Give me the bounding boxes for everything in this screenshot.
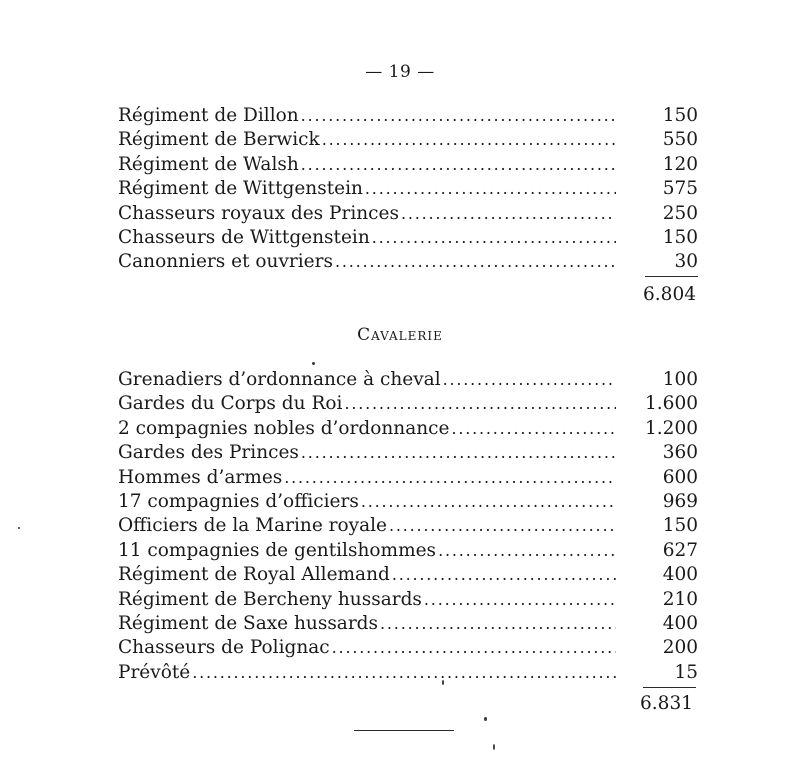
item-label: 17 compagnies d’officiers xyxy=(118,490,359,512)
item-value: 200 xyxy=(662,637,698,659)
item-value: 250 xyxy=(662,202,698,224)
item-value: 150 xyxy=(662,515,698,537)
item-value: 1.600 xyxy=(645,393,698,415)
item-value: 30 xyxy=(674,251,698,273)
ink-speck xyxy=(18,527,20,529)
item-label: Gardes du Corps du Roi xyxy=(118,393,343,415)
item-label: Chasseurs royaux des Princes xyxy=(118,202,399,224)
item-label: Officiers de la Marine royale xyxy=(118,515,387,537)
item-label: Régiment de Bercheny hussards xyxy=(118,588,422,610)
dot-leader xyxy=(301,441,616,465)
item-value: 100 xyxy=(662,369,698,390)
item-value: 360 xyxy=(662,442,698,464)
dot-leader xyxy=(284,466,616,490)
infantry-list xyxy=(118,104,698,275)
item-label: Prévôté xyxy=(118,661,191,683)
list-item xyxy=(118,202,698,226)
list-item xyxy=(118,636,698,660)
dot-leader xyxy=(301,153,616,177)
item-value: 120 xyxy=(662,153,698,175)
cavalry-list xyxy=(118,368,698,685)
item-label: Grenadiers d’ordonnance à cheval xyxy=(118,369,441,390)
ink-speck xyxy=(493,744,495,750)
cavalry-heading: Cavalerie xyxy=(357,325,443,345)
item-label: 11 compagnies de gentilshommes xyxy=(118,539,437,561)
dot-leader xyxy=(443,368,616,392)
infantry-total: 6.804 xyxy=(643,284,696,305)
item-label: Régiment de Saxe hussards xyxy=(118,612,379,634)
item-value: 400 xyxy=(662,564,698,586)
list-item xyxy=(118,104,698,128)
item-label: Régiment de Dillon xyxy=(118,105,299,126)
item-value: 210 xyxy=(662,588,698,610)
dot-leader xyxy=(438,539,616,563)
dot-leader xyxy=(192,661,616,685)
item-label: Régiment de Royal Allemand xyxy=(118,564,390,586)
item-label: Régiment de Wittgenstein xyxy=(118,178,363,200)
item-value: 15 xyxy=(674,661,698,683)
infantry-sum-rule xyxy=(645,276,698,277)
dot-leader xyxy=(392,563,616,587)
list-item xyxy=(118,153,698,177)
dot-leader xyxy=(401,202,616,226)
item-value: 150 xyxy=(662,226,698,248)
dot-leader xyxy=(332,636,616,660)
item-value: 1.200 xyxy=(645,417,698,439)
item-value: 627 xyxy=(662,539,698,561)
list-item xyxy=(118,466,698,490)
closing-rule xyxy=(354,730,454,731)
dot-leader xyxy=(372,226,616,250)
list-item xyxy=(118,490,698,514)
item-label: Hommes d’armes xyxy=(118,466,283,488)
list-item xyxy=(118,588,698,612)
dot-leader xyxy=(322,128,616,152)
list-item xyxy=(118,417,698,441)
item-label: Régiment de Berwick xyxy=(118,129,320,151)
list-item xyxy=(118,392,698,416)
list-item xyxy=(118,368,698,392)
dot-leader xyxy=(365,177,616,201)
item-value: 600 xyxy=(662,466,698,488)
item-value: 400 xyxy=(662,612,698,634)
list-item xyxy=(118,661,698,685)
dot-leader xyxy=(335,250,616,274)
page-number: — 19 — xyxy=(365,62,435,82)
item-label: 2 compagnies nobles d’ordonnance xyxy=(118,417,450,439)
dot-leader xyxy=(301,104,616,128)
item-label: Chasseurs de Polignac xyxy=(118,637,330,659)
dot-leader xyxy=(344,392,616,416)
cavalry-sum-rule xyxy=(643,687,696,688)
dot-leader xyxy=(380,612,616,636)
list-item xyxy=(118,612,698,636)
list-item xyxy=(118,226,698,250)
item-label: Chasseurs de Wittgenstein xyxy=(118,226,370,248)
dot-leader xyxy=(451,417,616,441)
list-item xyxy=(118,250,698,274)
list-item xyxy=(118,514,698,538)
item-value: 550 xyxy=(662,129,698,151)
list-item xyxy=(118,441,698,465)
item-label: Canonniers et ouvriers xyxy=(118,251,333,273)
item-value: 150 xyxy=(662,105,698,126)
ink-speck xyxy=(484,717,487,721)
item-label: Gardes des Princes xyxy=(118,442,299,464)
cavalry-total: 6.831 xyxy=(640,693,693,714)
item-label: Régiment de Walsh xyxy=(118,153,299,175)
dot-leader xyxy=(424,588,616,612)
ink-speck xyxy=(312,362,315,365)
ink-speck xyxy=(442,680,444,685)
dot-leader xyxy=(389,514,616,538)
list-item xyxy=(118,563,698,587)
list-item xyxy=(118,539,698,563)
dot-leader xyxy=(361,490,616,514)
list-item xyxy=(118,177,698,201)
item-value: 969 xyxy=(662,490,698,512)
item-value: 575 xyxy=(662,178,698,200)
list-item xyxy=(118,128,698,152)
